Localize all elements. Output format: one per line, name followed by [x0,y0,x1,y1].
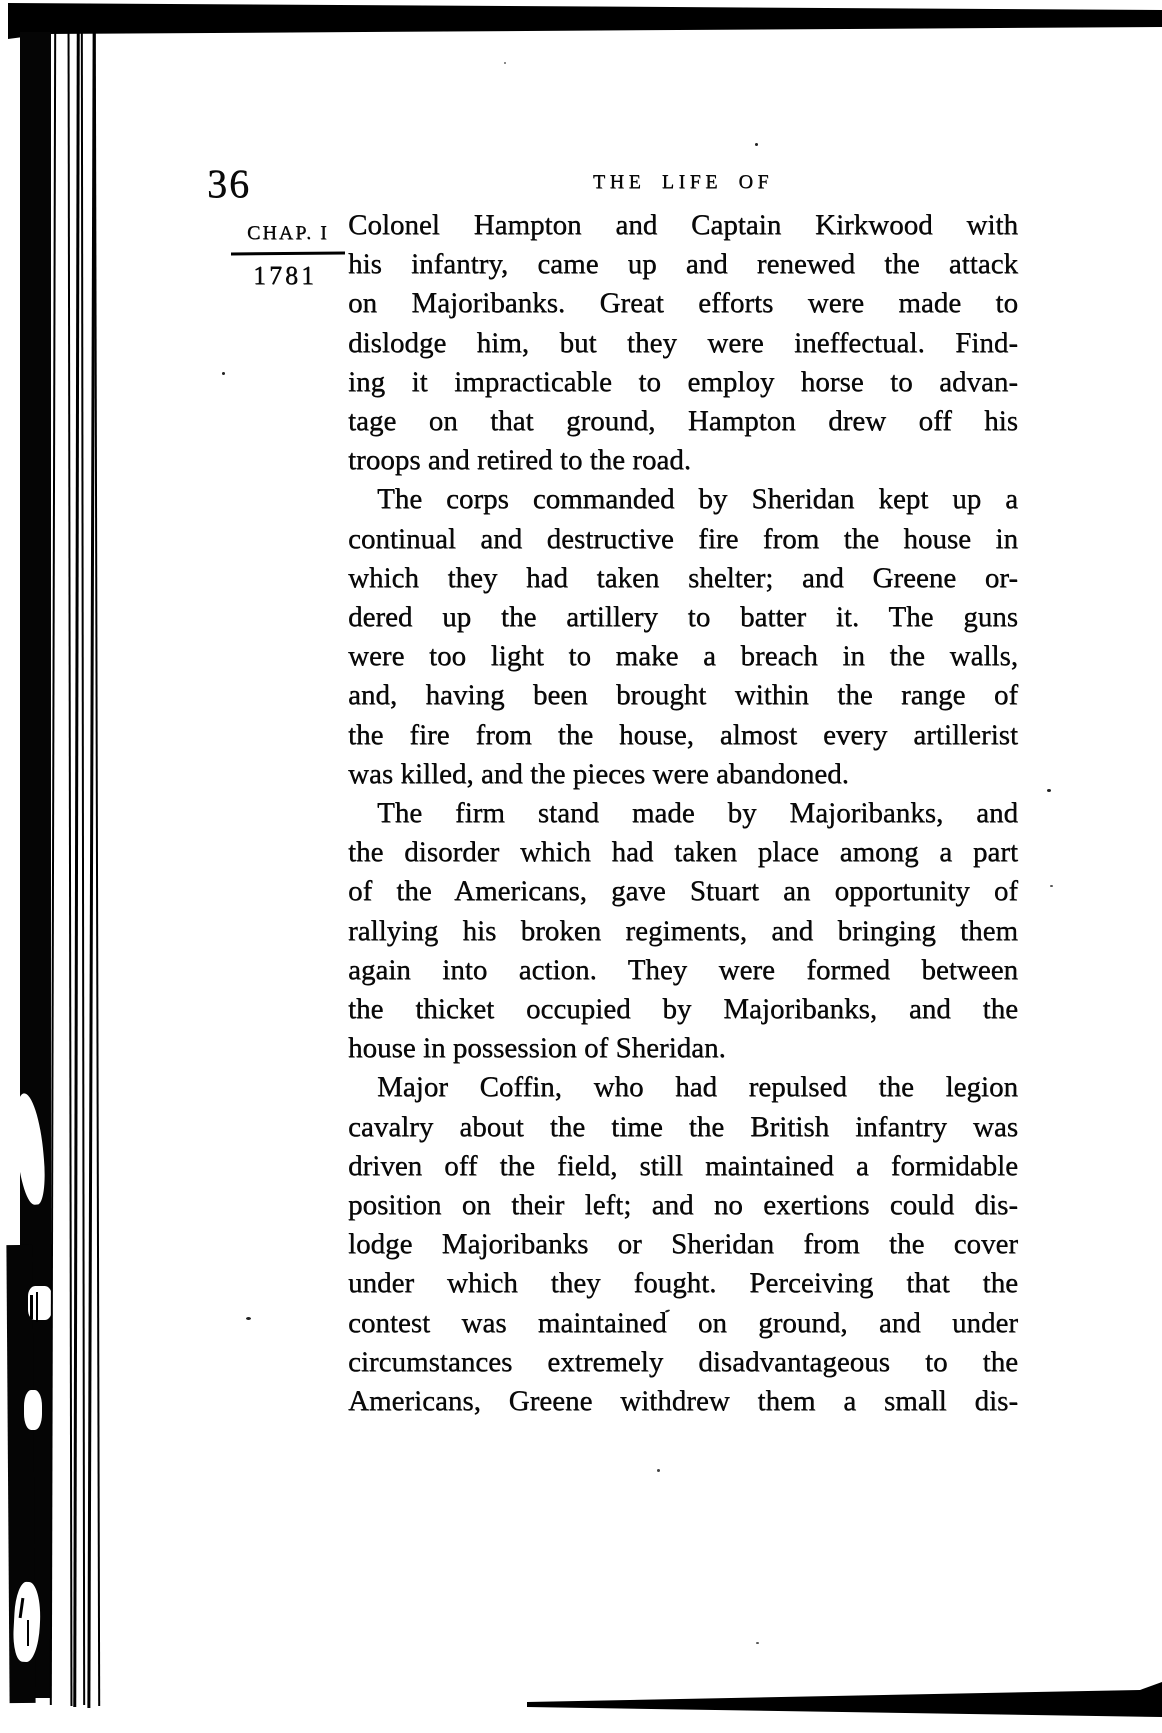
text-line: under which they fought. Perceiving that the [348,1267,1018,1300]
scan-speck [756,1642,759,1644]
scan-speck [1047,789,1051,792]
scan-top-bar [0,0,1162,42]
text-line: The firm stand made by Majoribanks, and [377,797,1018,830]
text-line: the thicket occupied by Majoribanks, and the [348,993,1018,1026]
scan-speck [755,143,758,146]
scan-speck [246,1317,251,1320]
scan-speck [222,372,225,375]
text-line: the disorder which had taken place among a part [348,836,1018,869]
text-line: continual and destructive fire from the house in [348,522,1018,555]
page-edge-line [68,33,73,1706]
text-line: ing it impracticable to employ horse to advan- [348,365,1018,398]
text-line: driven off the field, still maintained a formidable [348,1149,1018,1182]
text-line: Major Coffin, who had repulsed the legion [377,1071,1018,1104]
text-line: his infantry, came up and renewed the attack [348,248,1018,281]
text-line: rallying his broken regiments, and bringing them [348,914,1018,947]
binding-mark [27,1620,29,1646]
text-line: which they had taken shelter; and Greene or- [348,561,1018,594]
scan-speck [657,1469,660,1472]
scan-speck [1050,885,1053,887]
binding-mark [36,1292,38,1322]
text-line: again into action. They were formed between [348,953,1018,986]
text-line: cavalry about the time the British infantry was [348,1110,1018,1143]
chapter-label: CHAP. I [247,222,329,244]
text-line: lodge Majoribanks or Sheridan from the cover [348,1228,1018,1261]
text-line: were too light to make a breach in the walls, [348,640,1018,673]
page-edge-line [81,33,85,1705]
text-line: was killed, and the pieces were abandoned. [348,757,849,790]
text-line: position on their left; and no exertions could dis- [348,1189,1018,1222]
page-edge-line [94,33,100,1706]
scan-speck [504,62,506,64]
text-line: tage on that ground, Hampton drew off his [348,405,1018,438]
text-line: and, having been brought within the range of [348,679,1018,712]
text-line: Colonel Hampton and Captain Kirkwood with [348,209,1018,241]
margin-rule [231,252,345,256]
text-line: on Majoribanks. Great efforts were made to [348,287,1018,320]
text-line: The corps commanded by Sheridan kept up a [377,483,1018,516]
text-line: house in possession of Sheridan. [348,1032,726,1065]
text-line: circumstances extremely disadvantageous to the [348,1345,1018,1378]
binding-white-patch [24,1390,42,1430]
text-line: the fire from the house, almost every artillerist [348,718,1018,751]
text-line: troops and retired to the road. [348,444,692,477]
text-line: Americans, Greene withdrew them a small dis- [348,1385,1018,1418]
text-line: of the Americans, gave Stuart an opportunity of [348,875,1018,908]
binding-mark [30,1295,33,1319]
text-line: dered up the artillery to batter it. The guns [348,601,1018,634]
text-line: contest was maintained on ground, and under [348,1306,1018,1339]
scan-bottom-bar [0,1680,1162,1722]
running-header: THE LIFE OF [592,171,774,193]
body-text [348,206,1018,1421]
year-label: 1781 [253,261,317,290]
text-line: dislodge him, but they were ineffectual. Find- [348,326,1018,359]
page-number: 36 [207,161,251,206]
page-edge-line [73,33,80,1707]
